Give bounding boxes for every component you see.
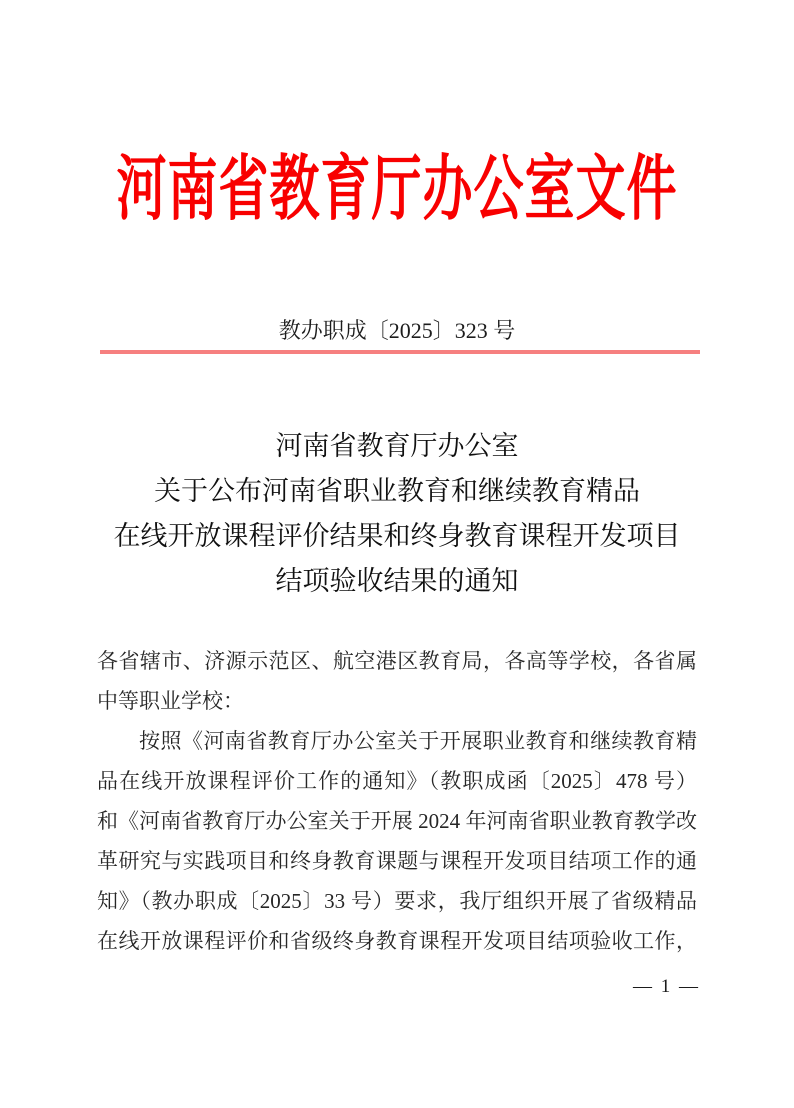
title-line: 结项验收结果的通知 xyxy=(275,566,519,596)
body-line: 中等职业学校： xyxy=(97,689,244,713)
body-line: 各省辖市、济源示范区、航空港区教育局，各高等学校，各省属 xyxy=(97,649,697,673)
title-line: 河南省教育厅办公室 xyxy=(275,431,519,461)
document-body xyxy=(97,641,697,961)
letterhead xyxy=(0,146,794,245)
body-line: 革研究与实践项目和终身教育课题与课程开发项目结项工作的通 xyxy=(97,849,697,873)
body-line: 在线开放课程评价和省级终身教育课程开发项目结项验收工作， xyxy=(97,929,697,953)
title-line: 关于公布河南省职业教育和继续教育精品 xyxy=(154,476,640,506)
body-line: 知》（教办职成〔2025〕33 号）要求，我厅组织开展了省级精品 xyxy=(97,889,697,913)
body-line: 和《河南省教育厅办公室关于开展 2024 年河南省职业教育教学改 xyxy=(97,809,697,833)
page-number: — 1 — xyxy=(633,976,700,997)
letterhead-title: 河南省教育厅办公室文件 xyxy=(116,149,678,229)
doc-number: 教办职成〔2025〕323 号 xyxy=(278,318,516,343)
document-title xyxy=(97,424,697,604)
body-line: 品在线开放课程评价工作的通知》（教职成函〔2025〕478 号） xyxy=(97,769,697,793)
body-line: 按照《河南省教育厅办公室关于开展职业教育和继续教育精 xyxy=(139,729,697,753)
red-separator-rule xyxy=(100,350,700,354)
title-line: 在线开放课程评价结果和终身教育课程开发项目 xyxy=(113,521,681,551)
